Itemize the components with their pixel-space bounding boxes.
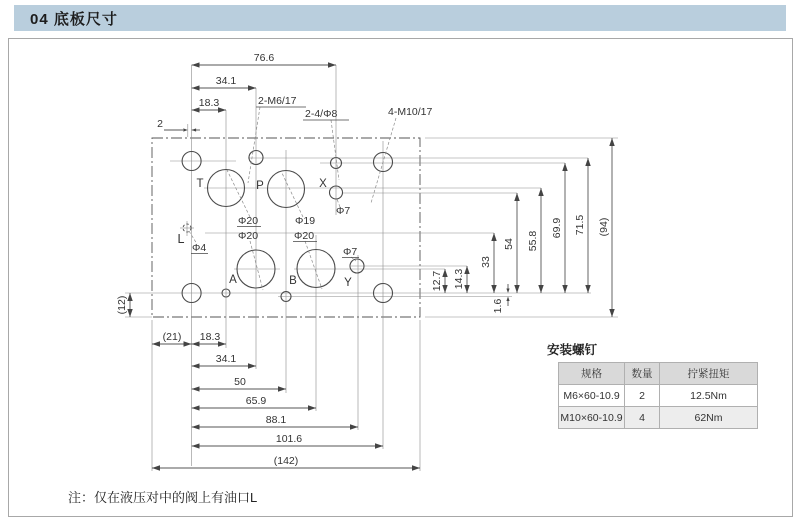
- dia-label-B: Φ20: [294, 230, 315, 242]
- dim-right-69-9: 69.9: [551, 217, 563, 239]
- dim-right-94: (94): [598, 217, 610, 237]
- dia-label-A: Φ20: [238, 230, 259, 242]
- dim-right-1-6: 1.6: [492, 298, 504, 314]
- port-label-Y: Y: [344, 277, 352, 289]
- port-label-X: X: [319, 178, 327, 190]
- dim-right-33: 33: [480, 256, 492, 268]
- callout-4-m10-17: 4-M10/17: [388, 106, 433, 118]
- footnote: 注：仅在液压对中的阀上有油口L: [68, 490, 258, 505]
- dia-label-Y: Φ7: [343, 246, 358, 258]
- port-label-L: L: [177, 232, 185, 246]
- extension-lines: [125, 65, 618, 471]
- dia-label-L: Φ4: [192, 242, 207, 254]
- dim-top-2: 2: [157, 118, 163, 130]
- callout-2-m6-17: 2-M6/17: [258, 95, 297, 107]
- dim-bottom-50: 50: [234, 376, 246, 388]
- screw-table-title: 安装螺钉: [547, 343, 598, 357]
- cell-spec: M10×60-10.9: [559, 407, 625, 429]
- dim-top-76-6: 76.6: [253, 52, 275, 64]
- dim-right-14-3: 14.3: [453, 268, 465, 290]
- table-row: [559, 407, 758, 429]
- dim-bottom-142: (142): [273, 455, 299, 467]
- dim-bottom-88-1: 88.1: [265, 414, 287, 426]
- table-row: [559, 385, 758, 407]
- cell-torque: 12.5Nm: [660, 385, 758, 407]
- dims-right: [431, 138, 612, 317]
- port-label-B: B: [289, 275, 297, 287]
- col-header-torque: 拧紧扭矩: [660, 363, 758, 385]
- dim-bottom-34-1: 34.1: [215, 353, 237, 365]
- cell-qty: 2: [625, 385, 660, 407]
- dim-right-12-7: 12.7: [431, 270, 443, 292]
- cell-spec: M6×60-10.9: [559, 385, 625, 407]
- dim-bottom-65-9: 65.9: [245, 395, 267, 407]
- cell-torque: 62Nm: [660, 407, 758, 429]
- dia-label-T: Φ20: [238, 215, 259, 227]
- leader-lines: [189, 107, 396, 290]
- dim-top-18-3: 18.3: [198, 97, 220, 109]
- dim-bottom-101-6: 101.6: [275, 433, 303, 445]
- port-labels: [178, 178, 353, 289]
- port-label-T: T: [196, 178, 204, 190]
- dims-left: [116, 293, 130, 317]
- page-title: 04 底板尺寸: [30, 10, 118, 28]
- dim-top-34-1: 34.1: [215, 75, 237, 87]
- dim-left-12: (12): [116, 295, 128, 315]
- dim-bottom-18-3: 18.3: [199, 331, 221, 343]
- port-label-P: P: [256, 180, 264, 192]
- dia-label-P: Φ19: [295, 215, 316, 227]
- dim-right-54: 54: [503, 238, 515, 250]
- dia-label-X: Φ7: [336, 205, 351, 217]
- hole-callouts: [256, 95, 433, 120]
- diameter-labels: [191, 205, 359, 258]
- port-label-A: A: [229, 274, 237, 286]
- col-header-spec: 规格: [559, 363, 625, 385]
- dim-right-71-5: 71.5: [574, 214, 586, 236]
- dim-right-55-8: 55.8: [527, 230, 539, 252]
- col-header-qty: 数量: [625, 363, 660, 385]
- callout-2-4-phi8: 2-4/Φ8: [305, 108, 338, 120]
- dim-bottom-21: (21): [162, 331, 182, 343]
- cell-qty: 4: [625, 407, 660, 429]
- screw-table-header-row: [559, 363, 758, 385]
- screw-table: [558, 362, 758, 429]
